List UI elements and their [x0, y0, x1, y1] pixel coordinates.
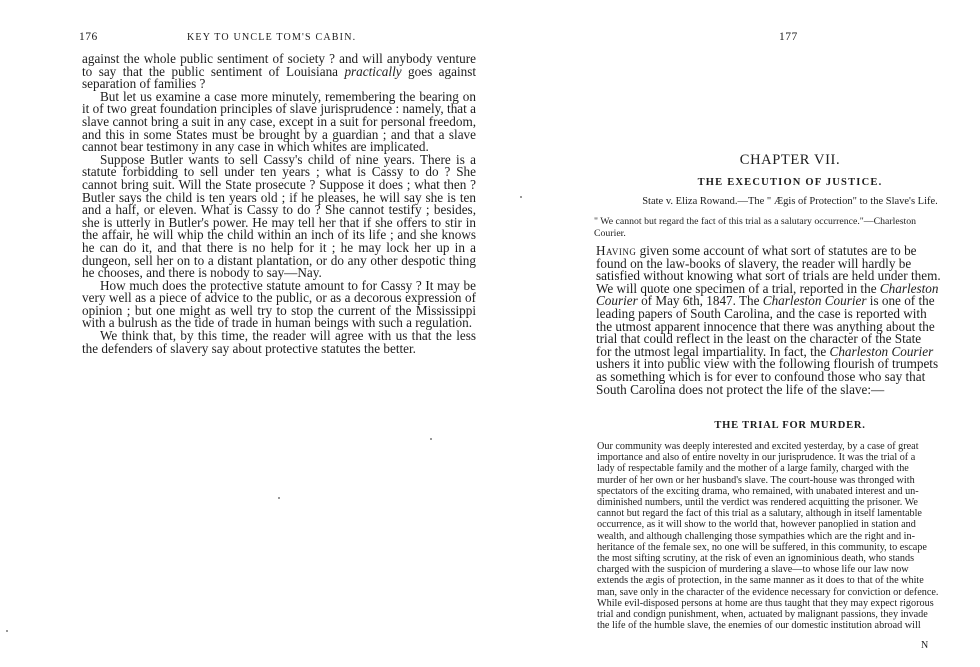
- text-run: How much does the protective statute amount to for Cassy ? It may be very well as a piece of advice to the public, or as a decorous expression of opinion ; but one might as well try to stop the current of the Mississippi with a bulrush as the tide of trade in human beings with such a regulation.: [82, 277, 476, 331]
- paragraph: [82, 88, 476, 155]
- case-line: State v. Eliza Rowand.—The " Ægis of Protection" to the Slave's Life.: [642, 196, 938, 207]
- text-run: Suppose Butler wants to sell Cassy's child of nine years. There is a statute forbidding to sell under ten years ; what is Cassy to do ? She cannot bring suit. Will the State prosecute ? Suppose it does ; what then ? Butler says the child is ten years old ; if he pleases, he will say she is ten and a half, or eleven. What is Cassy to do ? She cannot testify ; besides, she is utterly in Butler's power. He may tell her that if she offers to stir in the affair, he will whip the child within an inch of its life ; and she knows he can do it, and that there is no help for it ; he may lock her up in a dungeon, sell her on to a distant plantation, or do any other despotic thing he chooses, and there is nobody to say—Nay.: [82, 151, 476, 281]
- report-line: diminished numbers, until the verdict was rendered acquitting the prisoner. We: [597, 497, 918, 509]
- text-run: of May 6th, 1847. The: [637, 293, 763, 309]
- text-run: for the utmost legal impartiality. In fact, the: [596, 343, 830, 359]
- italic-text: practically: [344, 63, 402, 79]
- trial-report: [597, 441, 938, 631]
- report-line: spectators of the exciting drama, who remained, with unabated interest and un-: [597, 485, 919, 497]
- right-page: [490, 0, 980, 667]
- intro-line: [596, 381, 941, 397]
- text-run: trial that could reflect in the least on the character of the State: [596, 331, 922, 347]
- report-line: cannot but regard the fact of this trial as a salutary, although in itself lamentable: [597, 508, 922, 520]
- text-run: We think that, by this time, the reader will agree with us that the less the defenders of slavery say about protective statutes the better.: [82, 328, 476, 356]
- report-line: extends the ægis of protection, in the same manner as it does to that of the white: [597, 575, 924, 587]
- report-line: heritance of the female sex, no one will be suffered, in this community, to escape: [597, 541, 927, 553]
- left-running-title: KEY TO UNCLE TOM'S CABIN.: [187, 32, 357, 43]
- signature-mark: N: [921, 640, 929, 651]
- text-run: as something which is for ever to confound those who say that: [596, 368, 926, 384]
- left-page-body: [82, 53, 476, 355]
- right-page-number: 177: [779, 31, 798, 43]
- paragraph: [82, 151, 476, 281]
- italic-text: Charleston Courier: [762, 293, 867, 309]
- text-run: But let us examine a case more minutely, remembering the bearing on it of two great foundation principles of slave jurisprudence : namely, that a slave cannot bring a suit in any case, except in a suit for personal freedom, and this in some States must be brought by a guardian ; and that a slave cannot bear testimony in any case in which whites are implicated.: [82, 88, 476, 155]
- text-run: leading papers of South Carolina, and the case is reported with: [596, 305, 927, 321]
- epigraph-line: Courier.: [594, 227, 626, 239]
- text-run: satisfied without knowing what sort of trials are held under them.: [596, 268, 941, 284]
- report-line: trial and condign punishment, when, actuated by malignant passions, they invade: [597, 609, 928, 621]
- report-line: occurrence, as it will show to the world that, however panoplied in station and: [597, 519, 916, 531]
- report-line: Our community was deeply interested and excited yesterday, by a case of great: [597, 441, 919, 452]
- paragraph: [82, 277, 476, 331]
- report-line: wealth, and although challenging those sympathies which are the right and in-: [597, 530, 915, 542]
- text-run: found on the law-books of slavery, the reader will hardly be: [596, 255, 912, 271]
- text-run: Having: [596, 243, 637, 258]
- scan-speck: [520, 196, 522, 198]
- epigraph: [594, 216, 916, 239]
- paragraph: [82, 53, 476, 91]
- left-page-number: 176: [79, 31, 98, 43]
- italic-text: Charleston: [879, 280, 939, 296]
- text-run: goes against separation of families ?: [82, 63, 476, 92]
- section-heading: THE TRIAL FOR MURDER.: [714, 420, 866, 431]
- chapter-title: THE EXECUTION OF JUSTICE.: [697, 177, 883, 188]
- report-line: While evil-disposed persons at home are thus taught that they may expect rigorous: [597, 597, 934, 609]
- report-line: lady of respectable family and the mother of a large family, charged with the: [597, 463, 909, 475]
- text-run: given some account of what sort of statutes are to be: [636, 243, 917, 258]
- report-line: murder of her own or her husband's slave. The court-house was thronged with: [597, 474, 915, 486]
- text-run: the utmost apparent innocence that there was anything about the: [596, 318, 935, 334]
- report-line: man, save only in the character of the evidence necessary for conviction or defence.: [597, 586, 939, 598]
- text-run: against the whole public sentiment of society ? and will anybody venture to say that the public sentiment of Louisiana: [82, 51, 476, 79]
- text-run: ushers it into public view with the following flourish of trumpets: [596, 356, 939, 372]
- chapter-number: CHAPTER VII.: [739, 152, 841, 168]
- report-line: importance and also of entire novelty in our jurisprudence. It was the trial of a: [597, 452, 916, 464]
- text-run: South Carolina does not protect the life of the slave:—: [596, 381, 885, 397]
- text-run: We will quote one specimen of a trial, reported in the: [596, 280, 880, 296]
- italic-text: Courier: [596, 293, 638, 309]
- text-run: is one of the: [866, 293, 935, 309]
- scan-speck: [278, 497, 280, 499]
- report-line: the most sifting scrutiny, at the risk of even an ignominious death, who stands: [597, 553, 915, 565]
- scan-speck: [430, 438, 432, 440]
- paragraph: [82, 330, 476, 355]
- epigraph-line: " We cannot but regard the fact of this trial as a salutary occurrence."—Charleston: [594, 216, 917, 227]
- intro-text: [596, 245, 941, 396]
- report-line: charged with the suspicion of murdering a slave—to whose life our law now: [597, 564, 909, 576]
- italic-text: Charleston Courier: [829, 343, 934, 359]
- report-line: the life of the humble slave, the enemies of our domestic institution abroad will: [597, 620, 921, 632]
- scan-speck: [6, 630, 8, 632]
